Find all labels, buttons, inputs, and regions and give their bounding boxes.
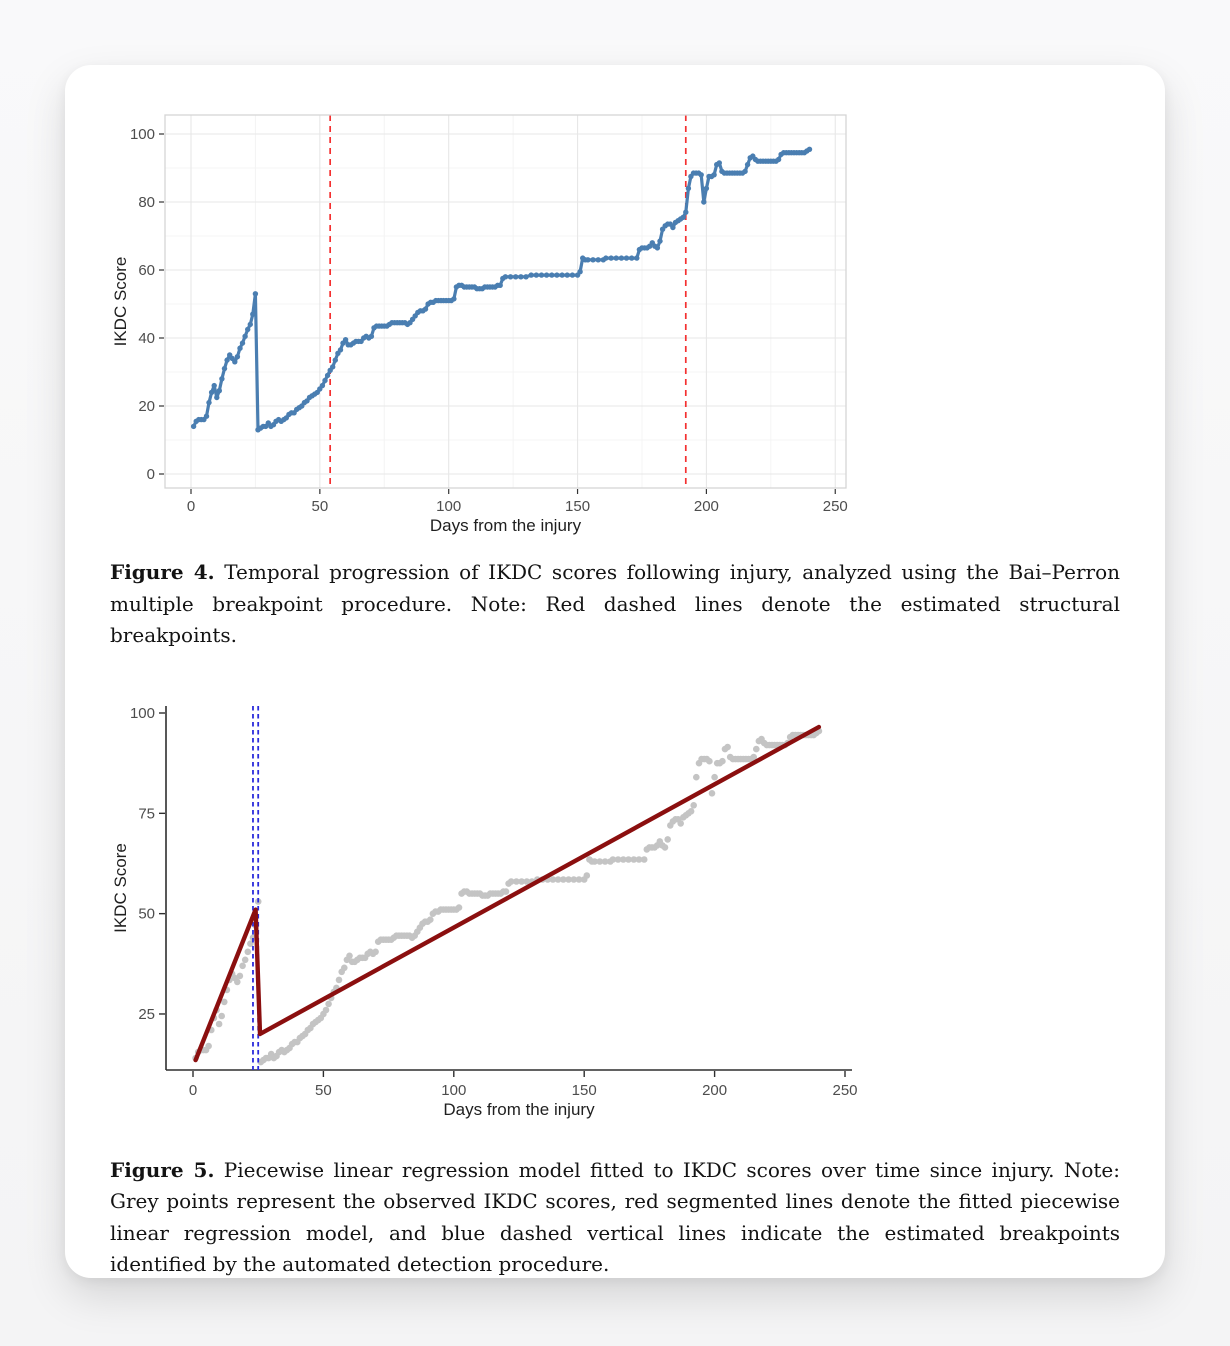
svg-text:100: 100 — [129, 126, 155, 143]
svg-text:20: 20 — [138, 398, 155, 415]
svg-text:50: 50 — [138, 905, 155, 923]
svg-text:IKDC Score: IKDC Score — [111, 256, 130, 347]
svg-text:200: 200 — [702, 1081, 728, 1099]
figure-5-caption-text: Piecewise linear regression model fitted to IKDC scores over time since injury. Note: Grey points represent the observed IKDC scores, red segmented lines denote the fitted piecewise linear regression model, and blue dashed vertical lines indicate the estimated breakpoints identified by the automated detection procedure. — [110, 1157, 1120, 1276]
svg-text:100: 100 — [441, 1081, 467, 1099]
svg-text:50: 50 — [311, 498, 329, 515]
figure-4-caption-text: Temporal progression of IKDC scores following injury, analyzed using the Bai–Perron multiple breakpoint procedure. Note: Red dashed lines denote the estimated structural breakpoints. — [110, 560, 1120, 647]
svg-text:60: 60 — [138, 262, 155, 279]
svg-text:80: 80 — [138, 194, 155, 211]
svg-text:50: 50 — [315, 1081, 332, 1099]
figure-5 — [110, 698, 1120, 1281]
svg-text:25: 25 — [138, 1005, 155, 1023]
svg-text:IKDC Score: IKDC Score — [111, 842, 130, 933]
svg-text:250: 250 — [832, 1081, 858, 1099]
svg-text:150: 150 — [565, 498, 591, 515]
ikdc-piecewise-regression-chart — [110, 698, 905, 1130]
svg-text:75: 75 — [138, 804, 155, 822]
svg-text:250: 250 — [822, 498, 848, 515]
svg-text:0: 0 — [186, 498, 196, 515]
figure-4 — [110, 105, 1120, 652]
svg-text:Days from the injury: Days from the injury — [443, 1099, 595, 1119]
figure-4-caption-label: Figure 4. — [110, 560, 215, 584]
svg-text:0: 0 — [188, 1081, 198, 1099]
svg-text:200: 200 — [693, 498, 719, 515]
svg-text:40: 40 — [138, 330, 155, 347]
svg-text:100: 100 — [129, 704, 155, 722]
ikdc-breakpoint-chart — [110, 105, 905, 537]
figure-5-caption-label: Figure 5. — [110, 1157, 215, 1182]
figure-4-chart-area — [110, 105, 1120, 537]
article-card — [65, 65, 1165, 1278]
figure-5-caption — [110, 1155, 1120, 1281]
figure-5-chart-area — [110, 698, 1120, 1130]
svg-text:100: 100 — [436, 498, 462, 515]
svg-text:150: 150 — [571, 1081, 597, 1099]
figure-4-caption — [110, 557, 1120, 652]
svg-text:0: 0 — [146, 466, 155, 483]
svg-text:Days from the injury: Days from the injury — [429, 516, 582, 535]
